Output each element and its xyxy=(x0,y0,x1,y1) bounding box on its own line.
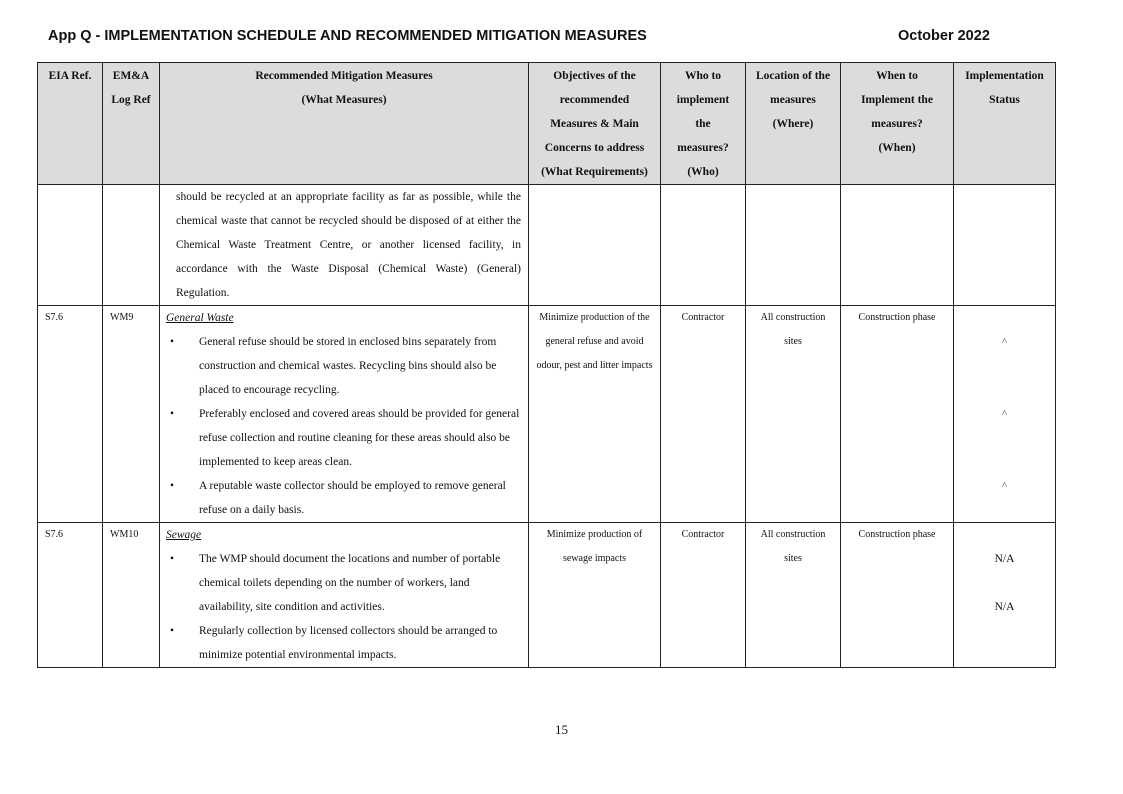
measure-bullet: • The WMP should document the locations and number of portable chemical toilets depending on the number of workers, land availability, site condition and activities. xyxy=(166,547,521,619)
status-value: N/A xyxy=(994,553,1015,565)
bullet-icon: • xyxy=(170,336,175,348)
measure-subtitle: General Waste xyxy=(166,312,234,324)
cell-where: All construction sites xyxy=(746,306,841,523)
cell-measures xyxy=(160,306,529,523)
measure-bullet: • Preferably enclosed and covered areas should be provided for general refuse collection and routine cleaning for these areas should also be implemented to keep areas clean. xyxy=(166,402,521,474)
bullet-icon: • xyxy=(170,625,175,637)
header-who: Who to implement the measures? (Who) xyxy=(661,63,746,185)
header-objectives: Objectives of the recommended Measures & Main Concerns to address (What Requirements) xyxy=(529,63,661,185)
bullet-icon: • xyxy=(170,408,175,420)
header-status: Implementation Status xyxy=(954,63,1056,185)
cell-who: Contractor xyxy=(661,306,746,523)
header-when: When to Implement the measures? (When) xyxy=(841,63,954,185)
bullet-icon: • xyxy=(170,553,175,565)
cell-eia-ref xyxy=(38,185,103,306)
header-eia-ref: EIA Ref. xyxy=(38,63,103,185)
page-header-date: October 2022 xyxy=(898,28,990,44)
cell-when: Construction phase xyxy=(841,306,954,523)
cell-ema-log-ref: WM9 xyxy=(103,306,160,523)
page-number: 15 xyxy=(555,722,568,737)
status-marker: ^ xyxy=(1001,336,1008,348)
cell-eia-ref: S7.6 xyxy=(38,523,103,668)
cell-where: All construction sites xyxy=(746,523,841,668)
cell-status xyxy=(954,185,1056,306)
measure-bullet: • Regularly collection by licensed collectors should be arranged to minimize potential environmental impacts. xyxy=(166,619,521,667)
cell-status xyxy=(954,306,1056,523)
table-header-row xyxy=(38,63,1056,185)
header-measures: Recommended Mitigation Measures (What Measures) xyxy=(160,63,529,185)
table-row xyxy=(38,306,1056,523)
page-header-title: App Q - IMPLEMENTATION SCHEDULE AND RECOMMENDED MITIGATION MEASURES xyxy=(48,28,647,44)
measure-subtitle: Sewage xyxy=(166,529,202,541)
status-marker: ^ xyxy=(1001,408,1008,420)
cell-who: Contractor xyxy=(661,523,746,668)
cell-who xyxy=(661,185,746,306)
measure-bullet: • A reputable waste collector should be employed to remove general refuse on a daily basis. xyxy=(166,474,521,522)
table-row xyxy=(38,523,1056,668)
header-ema-log-ref: EM&A Log Ref xyxy=(103,63,160,185)
cell-measures-continuation: should be recycled at an appropriate facility as far as possible, while the chemical waste that cannot be recycled should be disposed of at either the Chemical Waste Treatment Centre, or another licensed facility, in accordance with the Waste Disposal (Chemical Waste) (General) Regulation. xyxy=(160,185,529,306)
bullet-icon: • xyxy=(170,480,175,492)
status-value: N/A xyxy=(994,601,1015,613)
cell-objectives: Minimize production of sewage impacts xyxy=(529,523,661,668)
cell-objectives xyxy=(529,185,661,306)
cell-status xyxy=(954,523,1056,668)
cell-objectives: Minimize production of the general refuse and avoid odour, pest and litter impacts xyxy=(529,306,661,523)
cell-when: Construction phase xyxy=(841,523,954,668)
cell-where xyxy=(746,185,841,306)
measure-bullet: • General refuse should be stored in enclosed bins separately from construction and chemical wastes. Recycling bins should also be placed to encourage recycling. xyxy=(166,330,521,402)
cell-eia-ref: S7.6 xyxy=(38,306,103,523)
implementation-schedule-table xyxy=(37,62,1056,668)
header-where: Location of the measures (Where) xyxy=(746,63,841,185)
cell-when xyxy=(841,185,954,306)
cell-measures xyxy=(160,523,529,668)
status-marker: ^ xyxy=(1001,480,1008,492)
cell-ema-log-ref xyxy=(103,185,160,306)
cell-ema-log-ref: WM10 xyxy=(103,523,160,668)
table-row xyxy=(38,185,1056,306)
